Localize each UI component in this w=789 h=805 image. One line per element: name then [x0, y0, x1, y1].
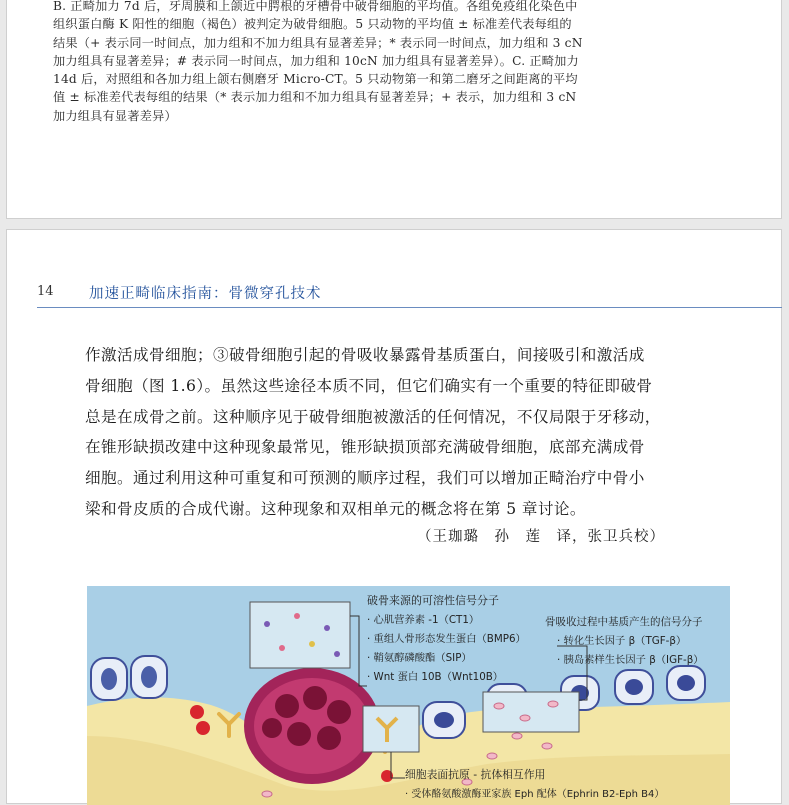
group3-item: · 受体酪氨酸激酶亚家族 Eph 配体（Ephrin B2-Eph B4）: [405, 789, 665, 800]
translator-credit: （王珈璐 孙 莲 译，张卫兵校）: [417, 529, 665, 545]
group1-item: · 心肌营养素 -1（CT1）: [367, 614, 480, 626]
body-line: 骨细胞（图 1.6）。虽然这些途径本质不同，但它们确实有一个重要的特征即破骨: [85, 376, 653, 395]
group1-item: · 重组人骨形态发生蛋白（BMP6）: [367, 633, 526, 645]
figure-caption-continued: [53, 0, 713, 125]
caption-line: B. 正畸加力 7d 后，牙周膜和上颌近中腭根的牙槽骨中破骨细胞的平均值。各组免疫组化染色中: [53, 0, 578, 13]
group1-title: 破骨来源的可溶性信号分子: [367, 594, 499, 607]
caption-line: 加力组具有显著差异；# 表示同一时间点，加力组和 10cN 加力组具有显著差异）。C. 正畸加力: [53, 53, 579, 68]
antibody-inset-box: [363, 706, 419, 752]
caption-line: 加力组具有显著差异）: [53, 108, 177, 123]
previous-page: [6, 0, 782, 219]
caption-line: 14d 后，对照组和各加力组上颌右侧磨牙 Micro-CT。5 只动物第一和第二磨牙之间距离的平均: [53, 72, 578, 87]
group2-title: 骨吸收过程中基质产生的信号分子: [545, 616, 703, 628]
group2-item: · 胰岛素样生长因子 β（IGF-β）: [557, 654, 704, 666]
group1-item: · 鞘氨醇磷酸酯（SIP）: [367, 652, 472, 664]
signal-inset-box: [250, 602, 350, 668]
body-paragraph: [85, 340, 735, 525]
header-rule: [37, 307, 782, 308]
group3-title: 细胞表面抗原 - 抗体相互作用: [405, 768, 546, 781]
group1-item: · Wnt 蛋白 10B（Wnt10B）: [367, 671, 504, 683]
body-line: 细胞。通过利用这种可重复和可预测的顺序过程，我们可以增加正畸治疗中骨小: [85, 469, 645, 488]
caption-line: 组织蛋白酶 K 阳性的细胞（褐色）被判定为破骨细胞。5 只动物的平均值 ± 标准差代表每组的: [53, 17, 572, 32]
body-line: 梁和骨皮质的合成代谢。这种现象和双相单元的概念将在第 5 章讨论。: [85, 499, 586, 518]
body-line: 作激活成骨细胞；③破骨细胞引起的骨吸收暴露骨基质蛋白，间接吸引和激活成: [85, 346, 645, 364]
caption-line: 结果（+ 表示同一时间点，加力组和不加力组具有显著差异；* 表示同一时间点，加力组和 3 cN: [53, 35, 583, 50]
matrix-inset-box: [483, 692, 579, 732]
page-number: 14: [37, 284, 54, 299]
group2-item: · 转化生长因子 β（TGF-β）: [557, 635, 687, 647]
osteoclast-cell: [244, 668, 380, 784]
current-page: [6, 229, 782, 804]
body-line: 在锥形缺损改建中这种现象最常见，锥形缺损顶部充满破骨细胞，底部充满成骨: [85, 438, 645, 457]
body-line: 总是在成骨之前。这种顺序见于破骨细胞被激活的任何情况，不仅局限于牙移动，: [85, 407, 661, 426]
caption-line: 值 ± 标准差代表每组的结果（* 表示加力组和不加力组具有显著差异；+ 表示，加力组和 3 cN: [53, 90, 577, 105]
running-header: [37, 278, 767, 306]
running-title: 加速正畸临床指南：骨微穿孔技术: [89, 286, 322, 302]
figure-bone-remodeling: [87, 586, 730, 805]
